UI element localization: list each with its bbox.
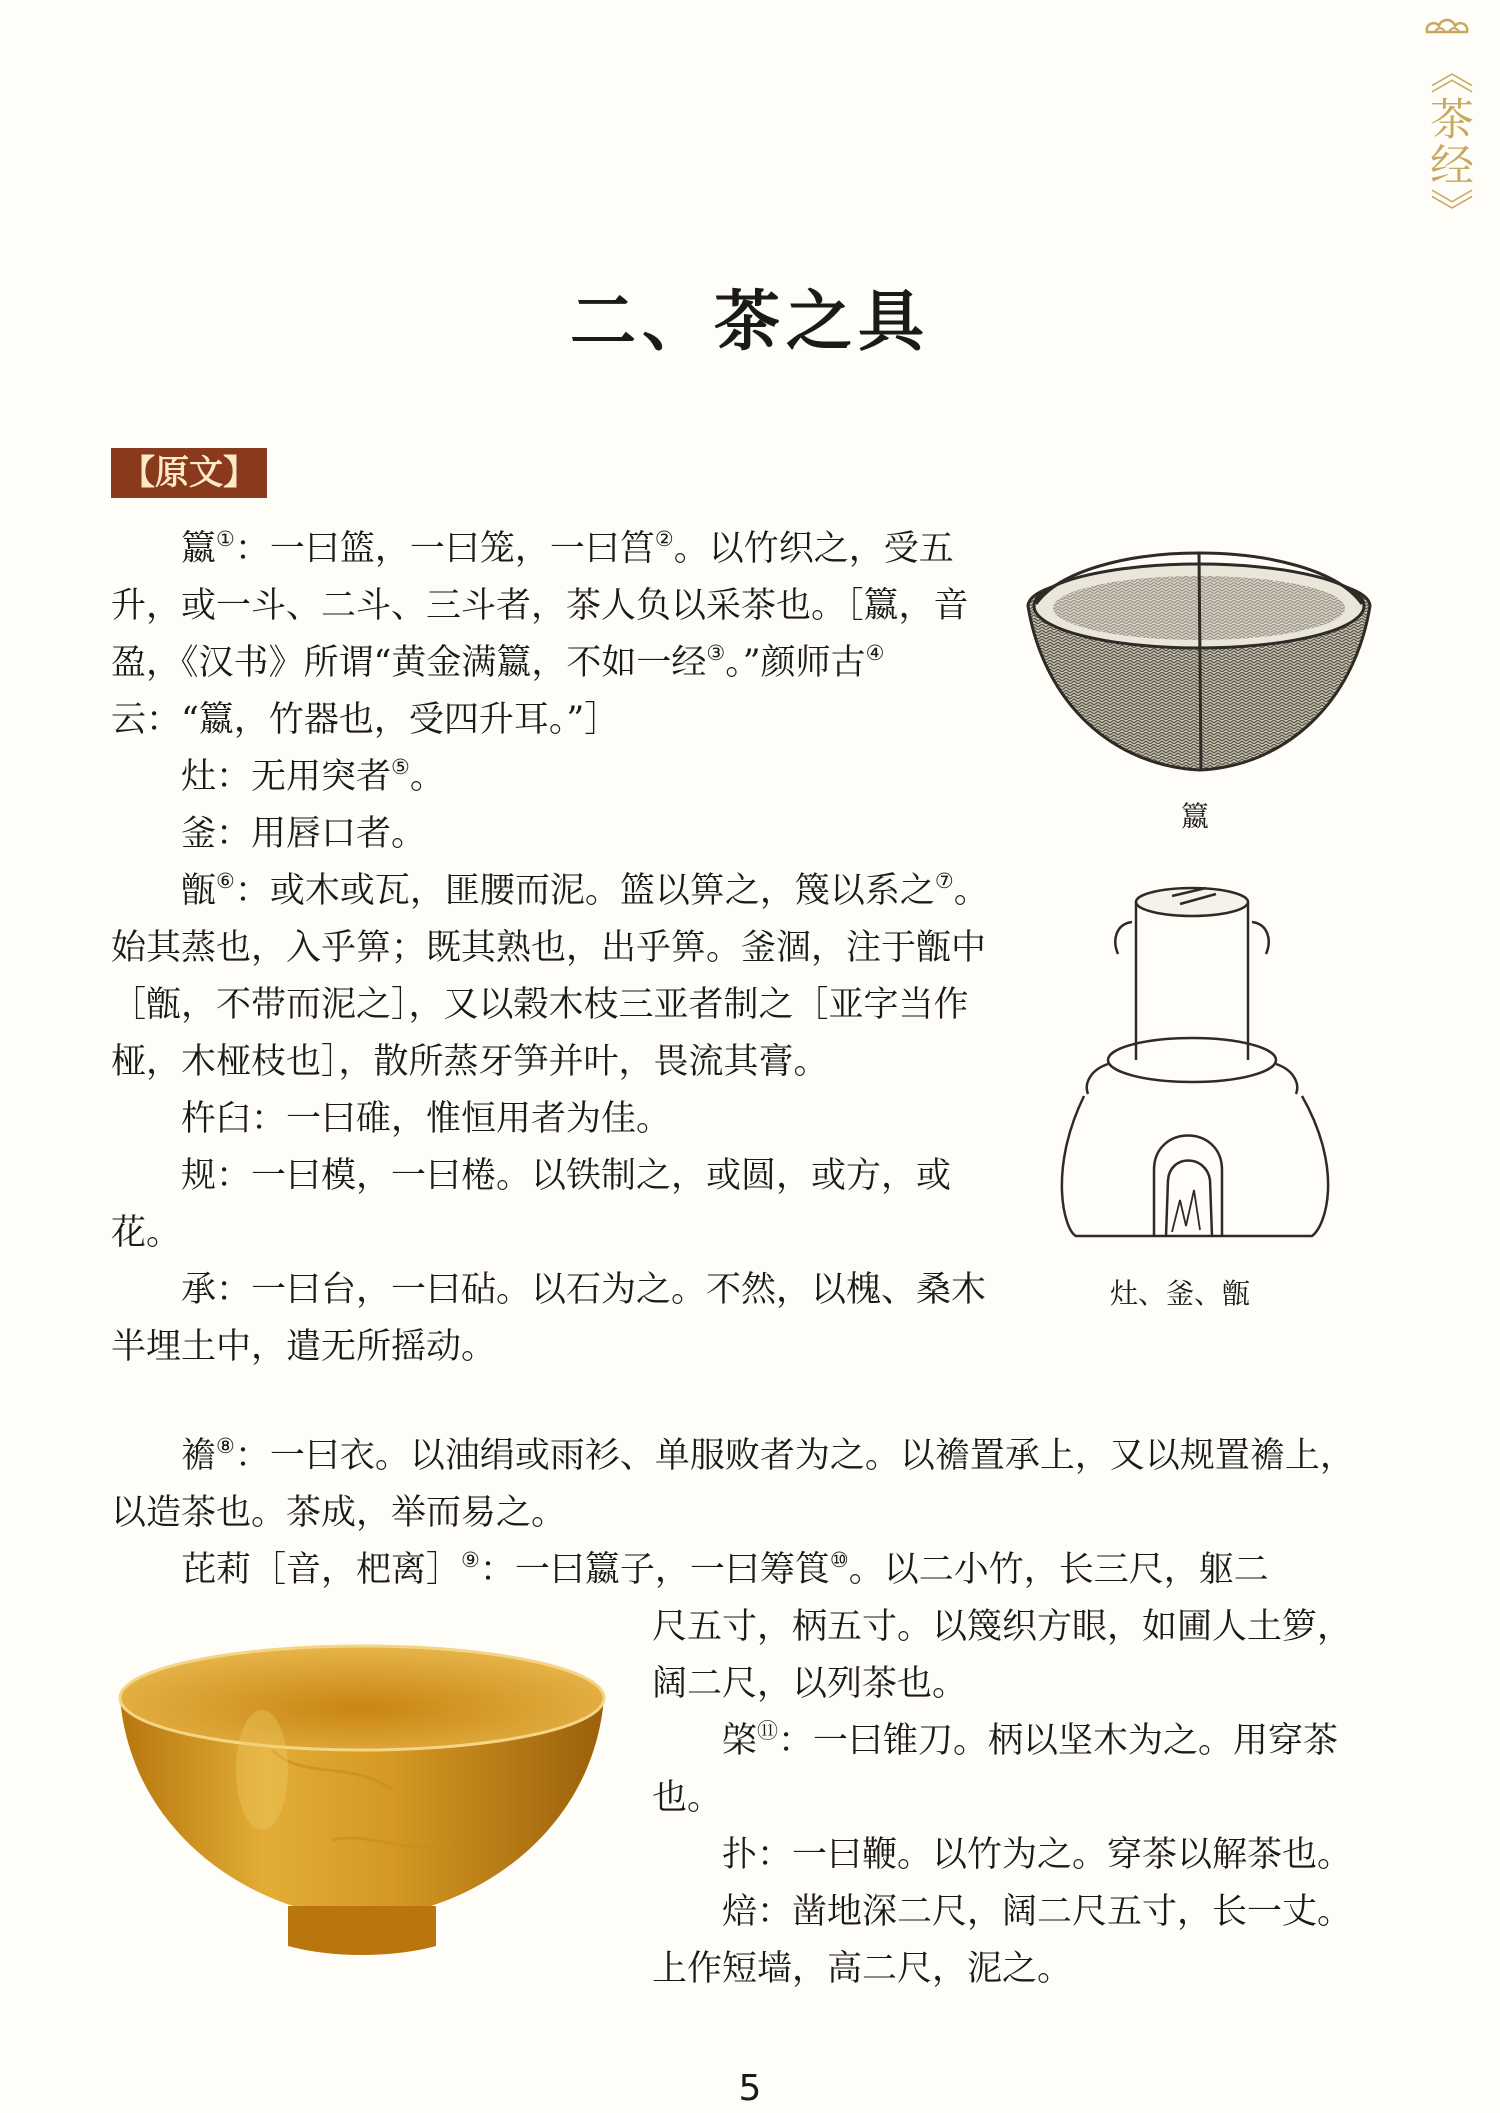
paragraph: 规：一曰模，一曰棬。以铁制之，或圆，或方，或花。: [111, 1156, 952, 1253]
page-number: 5: [738, 2068, 762, 2109]
basket-caption: 籝: [1180, 800, 1209, 833]
cloud-ornament-icon: [1423, 14, 1471, 40]
running-title: 《茶经》: [1422, 50, 1473, 234]
text-column-middle: [111, 1428, 1366, 1599]
paragraph: 籝①：一曰篮，一曰笼，一曰筥②。以竹织之，受五升，或一斗、二斗、三斗者，茶人负以采茶也。［籝，音盈，《汉书》所谓“黄金满籝，不如一经③。”颜师古④云：“籝，竹器也，受四升耳。”］: [111, 527, 969, 740]
paragraph: 焙：凿地深二尺，阔二尺五寸，长一丈。上作短墙，高二尺，泥之。: [652, 1892, 1353, 1989]
paragraph: 襜⑧：一曰衣。以油绢或雨衫、单服败者为之。以襜置承上，又以规置襜上，以造茶也。茶成，举而易之。: [111, 1434, 1355, 1533]
yellow-bowl-photo: [112, 1640, 612, 1970]
paragraph: 芘莉［音，杷离］⑨：一曰籝子，一曰筹筤⑩。以二小竹，长三尺，躯二: [181, 1548, 1269, 1590]
chapter-title: 二、茶之具: [570, 282, 930, 360]
paragraph: 棨⑪：一曰锥刀。柄以坚木为之。用穿茶也。: [652, 1719, 1339, 1818]
section-tag: 【原文】: [111, 448, 267, 498]
text-column-upper: [111, 521, 991, 1376]
stove-caption: 灶、釜、甑: [1109, 1277, 1250, 1310]
paragraph: 承：一曰台，一曰砧。以石为之。不然，以槐、桑木半埋土中，遣无所摇动。: [111, 1270, 987, 1367]
stove-illustration: [1054, 880, 1354, 1255]
paragraph: 杵臼：一曰碓，惟恒用者为佳。: [181, 1099, 672, 1139]
paragraph: 扑：一曰鞭。以竹为之。穿茶以解茶也。: [722, 1835, 1353, 1875]
running-header: [1420, 14, 1474, 234]
text-column-lower: [652, 1599, 1370, 1998]
paragraph-continued: 尺五寸，柄五寸。以篾织方眼，如圃人土箩，阔二尺，以列茶也。: [652, 1607, 1353, 1704]
paragraph: 釜：用唇口者。: [181, 814, 427, 854]
paragraph: 甑⑥：或木或瓦，匪腰而泥。篮以箅之，篾以系之⑦。始其蒸也，入乎箅；既其熟也，出乎箅。釜涸，注于甑中［甑，不带而泥之］，又以榖木枝三亚者制之［亚字当作桠，木桠枝也］，散所蒸牙笋并叶，畏流其膏。: [111, 869, 989, 1082]
paragraph: 灶：无用突者⑤。: [181, 755, 445, 797]
basket-illustration: [1014, 534, 1384, 794]
